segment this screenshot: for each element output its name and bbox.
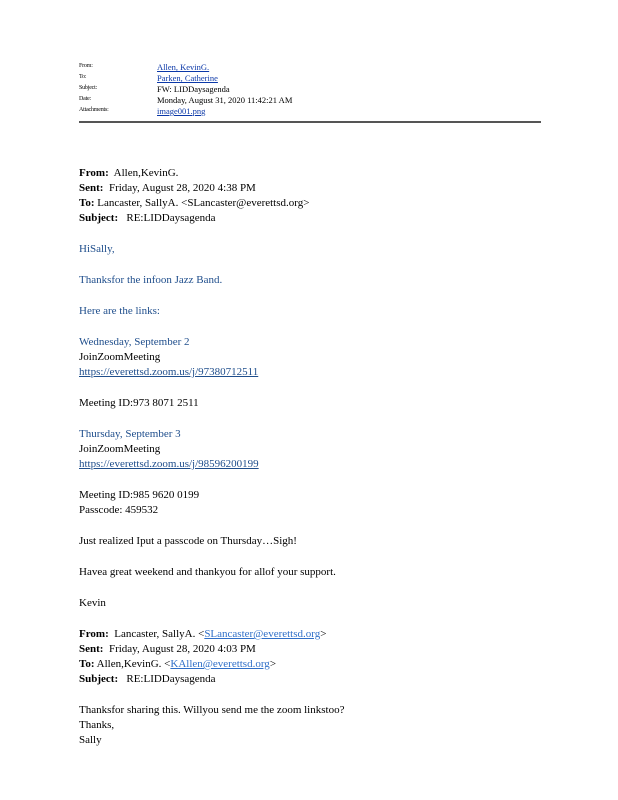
- msg2-subject-value: RE:LIDDaysagenda: [126, 673, 216, 685]
- msg1-subject-line: [79, 211, 559, 226]
- msg1-join-2: JoinZoomMeeting: [79, 443, 161, 455]
- header-subject-value: FW: LIDDaysagenda: [157, 84, 230, 94]
- msg1-paragraph-2: Here are the links:: [79, 305, 160, 317]
- zoom-link-2[interactable]: https://everettsd.zoom.us/j/98596200199: [79, 458, 259, 470]
- header-date-row: [79, 95, 541, 106]
- header-attachments-label: Attachments:: [79, 107, 109, 113]
- msg2-from-close: >: [320, 628, 327, 640]
- msg2-to-close: >: [269, 658, 277, 670]
- msg2-from-label: From:: [79, 628, 109, 640]
- msg2-to-name: Allen,KevinG. <: [96, 658, 171, 670]
- msg1-sent-label: Sent:: [79, 182, 104, 194]
- msg1-paragraph-1: Thanksfor the infoon Jazz Band.: [79, 274, 223, 286]
- header-to-value[interactable]: Parken, Catherine: [157, 73, 218, 83]
- msg1-to-line: [79, 196, 559, 211]
- msg1-to-label: To:: [79, 197, 95, 209]
- header-from-label: From:: [79, 63, 93, 69]
- msg2-to-label: To:: [79, 658, 95, 670]
- msg2-sent-line: [79, 642, 559, 657]
- header-to-row: [79, 73, 541, 84]
- msg1-subject-label: Subject:: [79, 212, 119, 224]
- msg1-paragraph-4: Havea great weekend and thankyou for allof your support.: [79, 566, 336, 578]
- msg2-sent-label: Sent:: [79, 643, 104, 655]
- msg2-from-line: [79, 627, 559, 642]
- header-subject-label: Subject:: [79, 85, 98, 91]
- msg1-to-value: Lancaster, SallyA. <SLancaster@everettsd.org>: [97, 197, 310, 209]
- msg2-subject-line: [79, 672, 559, 687]
- msg2-sent-value: Friday, August 28, 2020 4:03 PM: [108, 643, 256, 655]
- msg2-paragraph-2: Thanks,: [79, 719, 115, 731]
- msg2-subject-label: Subject:: [79, 673, 119, 685]
- msg2-to-email-link[interactable]: KAllen@everettsd.org: [170, 658, 270, 670]
- email-body: [79, 166, 559, 748]
- msg1-from-label: From:: [79, 167, 109, 179]
- header-divider: [79, 121, 541, 123]
- msg1-paragraph-3: Just realized Iput a passcode on Thursday…Sigh!: [79, 535, 297, 547]
- header-to-label: To:: [79, 74, 87, 80]
- msg2-signoff: Sally: [79, 734, 102, 746]
- msg1-day-2: Thursday, September 3: [79, 428, 181, 440]
- msg1-signoff: Kevin: [79, 597, 106, 609]
- msg1-sent-value: Friday, August 28, 2020 4:38 PM: [108, 182, 256, 194]
- header-attachments-row: [79, 106, 541, 117]
- msg2-from-name: Lancaster, SallyA. <: [114, 628, 205, 640]
- msg1-from-value: Allen,KevinG.: [113, 167, 179, 179]
- msg1-meeting-id-1: Meeting ID:973 8071 2511: [79, 397, 199, 409]
- msg2-from-email-link[interactable]: SLancaster@everettsd.org: [204, 628, 321, 640]
- msg1-meeting-id-2: Meeting ID:985 9620 0199: [79, 489, 200, 501]
- msg1-subject-value: RE:LIDDaysagenda: [126, 212, 216, 224]
- zoom-link-1[interactable]: https://everettsd.zoom.us/j/97380712511: [79, 366, 259, 378]
- header-attachment-link[interactable]: image001.png: [157, 106, 206, 116]
- header-subject-row: [79, 84, 541, 95]
- msg1-from-line: [79, 166, 559, 181]
- msg1-day-1: Wednesday, September 2: [79, 336, 190, 348]
- header-date-label: Date:: [79, 96, 91, 102]
- msg2-paragraph-1: Thanksfor sharing this. Willyou send me the zoom linkstoo?: [79, 704, 345, 716]
- header-date-value: Monday, August 31, 2020 11:42:21 AM: [157, 95, 293, 105]
- header-from-value[interactable]: Allen, KevinG.: [157, 62, 210, 72]
- msg1-passcode: Passcode: 459532: [79, 504, 159, 516]
- msg1-greeting: HiSally,: [79, 243, 115, 255]
- msg1-join-1: JoinZoomMeeting: [79, 351, 161, 363]
- print-header: [79, 62, 541, 117]
- msg2-to-line: [79, 657, 559, 672]
- header-from-row: [79, 62, 541, 73]
- msg1-sent-line: [79, 181, 559, 196]
